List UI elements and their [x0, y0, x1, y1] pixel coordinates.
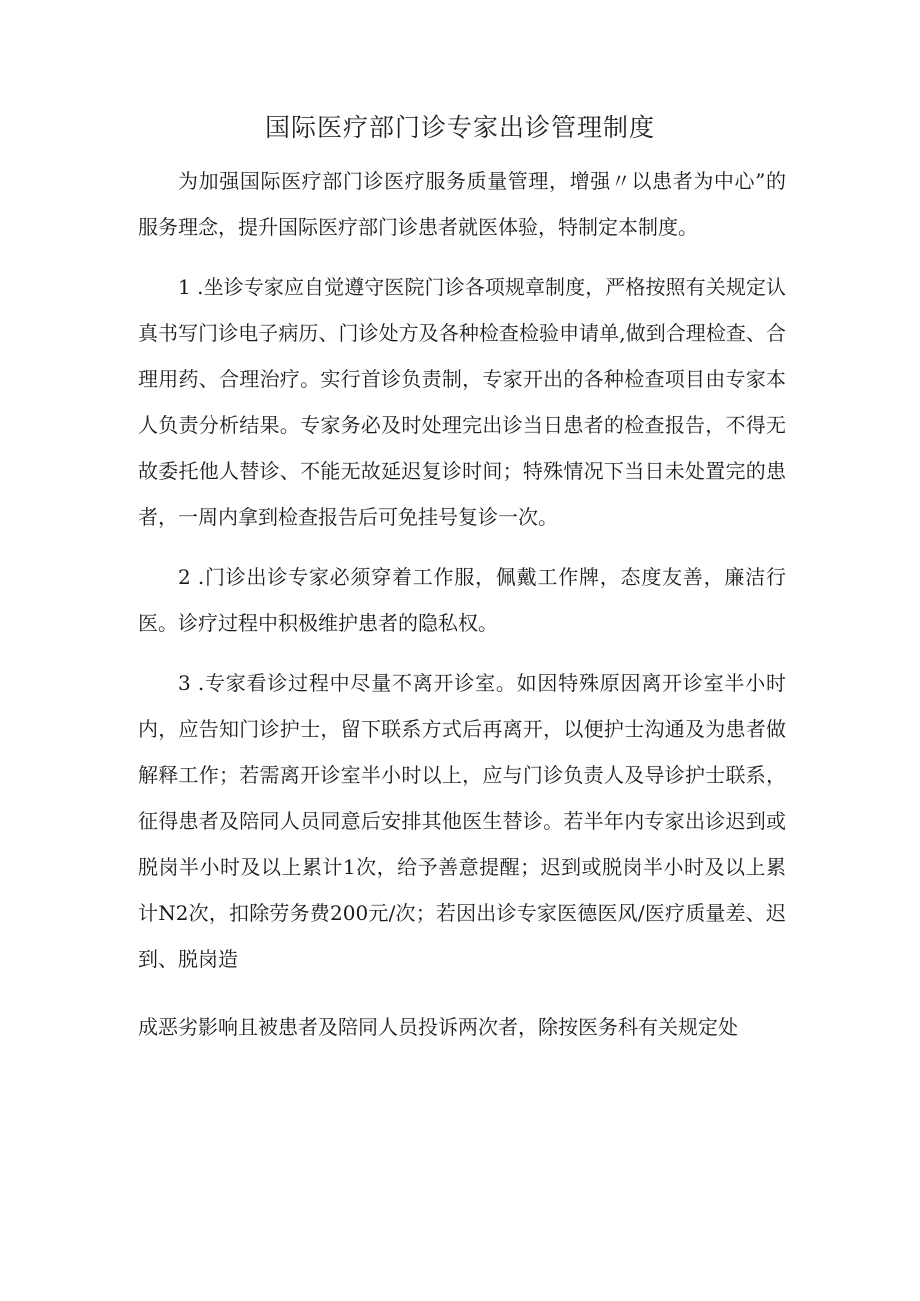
rule-paragraph-2: 2 .门诊出诊专家必须穿着工作服，佩戴工作牌，态度友善，廉洁行医。诊疗过程中积极维护患者的隐私权。: [138, 565, 786, 635]
rule-paragraph-3: 3 .专家看诊过程中尽量不离开诊室。如因特殊原因离开诊室半小时内，应告知门诊护士，留下联系方式后再离开，以便护士沟通及为患者做解释工作；若需离开诊室半小时以上，应与门诊负责人及导诊护士联系，征得患者及陪同人员同意后安排其他医生替诊。若半年内专家出诊迟到或脱岗半小时及以上累计1次，给予善意提醒；迟到或脱岗半小时及以上累计N2次，扣除劳务费200元/次；若因出诊专家医德医风/医疗质量差、迟到、脱岗造: [138, 671, 786, 971]
rule-paragraph-1: 1 .坐诊专家应自觉遵守医院门诊各项规章制度，严格按照有关规定认真书写门诊电子病历、门诊处方及各种检查检验申请单,做到合理检查、合理用药、合理治疗。实行首诊负责制，专家开出的各种检查项目由专家本人负责分析结果。专家务必及时处理完出诊当日患者的检查报告，不得无故委托他人替诊、不能无故延迟复诊时间；特殊情况下当日未处置完的患者，一周内拿到检查报告后可免挂号复诊一次。: [138, 275, 786, 529]
intro-paragraph: 为加强国际医疗部门诊医疗服务质量管理，增强〃以患者为中心”的服务理念，提升国际医疗部门诊患者就医体验，特制定本制度。: [138, 169, 786, 239]
continued-paragraph: 成恶劣影响且被患者及陪同人员投诉两次者，除按医务科有关规定处: [138, 1015, 738, 1039]
document-title: 国际医疗部门诊专家出诊管理制度: [264, 113, 655, 142]
document-body: [138, 158, 786, 1064]
